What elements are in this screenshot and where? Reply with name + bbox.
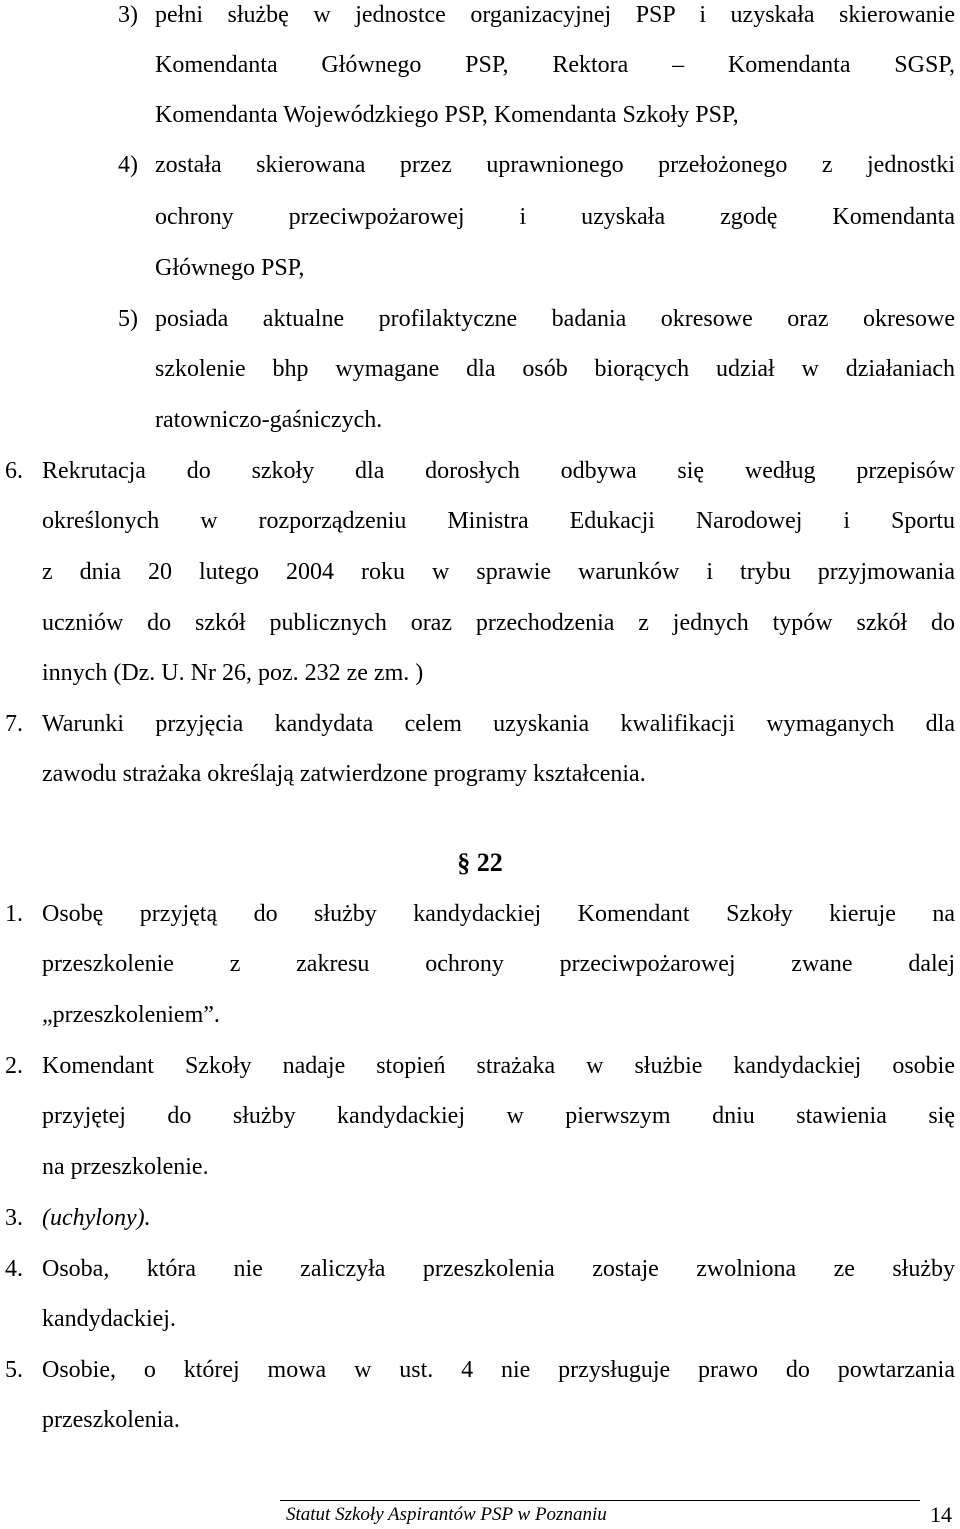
clause-number: 3. bbox=[5, 1205, 23, 1231]
item-text-line: posiada aktualne profilaktyczne badania okresowe oraz okresowe bbox=[155, 306, 955, 332]
clause-text-line: przeszkolenie z zakresu ochrony przeciwpożarowej zwane dalej bbox=[42, 951, 955, 977]
section-sign: § bbox=[457, 848, 471, 877]
clause-text-line: „przeszkoleniem”. bbox=[42, 1002, 220, 1028]
item-number: 4) bbox=[118, 152, 138, 178]
footer-title: Statut Szkoły Aspirantów PSP w Poznaniu bbox=[286, 1504, 607, 1525]
item-text-line: Komendanta Wojewódzkiego PSP, Komendanta Szkoły PSP, bbox=[155, 102, 739, 128]
section-number: 22 bbox=[476, 848, 503, 877]
paragraph-text-line: uczniów do szkół publicznych oraz przechodzenia z jednych typów szkół do bbox=[42, 610, 955, 636]
item-number: 3) bbox=[118, 2, 138, 28]
clause-text-line: przyjętej do służby kandydackiej w pierwszym dniu stawienia się bbox=[42, 1103, 955, 1129]
clause-text-line: Komendant Szkoły nadaje stopień strażaka w służbie kandydackiej osobie bbox=[42, 1053, 955, 1079]
item-text-line: ochrony przeciwpożarowej i uzyskała zgodę Komendanta bbox=[155, 204, 955, 230]
clause-text-line: (uchylony). bbox=[42, 1205, 151, 1231]
clause-text-line: Osoba, która nie zaliczyła przeszkolenia zostaje zwolniona ze służby bbox=[42, 1256, 955, 1282]
clause-text-line: Osobę przyjętą do służby kandydackiej Komendant Szkoły kieruje na bbox=[42, 901, 955, 927]
paragraph-text-line: Warunki przyjęcia kandydata celem uzyskania kwalifikacji wymaganych dla bbox=[42, 711, 955, 737]
paragraph-text-line: Rekrutacja do szkoły dla dorosłych odbywa się według przepisów bbox=[42, 458, 955, 484]
item-text-line: została skierowana przez uprawnionego przełożonego z jednostki bbox=[155, 152, 955, 178]
page-number: 14 bbox=[930, 1502, 952, 1527]
clause-text-line: na przeszkolenie. bbox=[42, 1154, 209, 1180]
footer-divider bbox=[280, 1500, 920, 1501]
paragraph-number: 7. bbox=[5, 711, 23, 737]
item-text-line: Komendanta Głównego PSP, Rektora – Komendanta SGSP, bbox=[155, 52, 955, 78]
clause-text-line: kandydackiej. bbox=[42, 1306, 176, 1332]
item-number: 5) bbox=[118, 306, 138, 332]
clause-text-line: przeszkolenia. bbox=[42, 1407, 180, 1433]
section-heading bbox=[0, 848, 960, 878]
clause-text-line: Osobie, o której mowa w ust. 4 nie przysługuje prawo do powtarzania bbox=[42, 1357, 955, 1383]
item-text-line: ratowniczo-gaśniczych. bbox=[155, 407, 383, 433]
paragraph-text-line: z dnia 20 lutego 2004 roku w sprawie warunków i trybu przyjmowania bbox=[42, 559, 955, 585]
clause-number: 5. bbox=[5, 1357, 23, 1383]
paragraph-number: 6. bbox=[5, 458, 23, 484]
paragraph-text-line: zawodu strażaka określają zatwierdzone programy kształcenia. bbox=[42, 761, 646, 787]
clause-number: 2. bbox=[5, 1053, 23, 1079]
item-text-line: Głównego PSP, bbox=[155, 255, 305, 281]
paragraph-text-line: innych (Dz. U. Nr 26, poz. 232 ze zm. ) bbox=[42, 660, 424, 686]
clause-number: 4. bbox=[5, 1256, 23, 1282]
clause-number: 1. bbox=[5, 901, 23, 927]
paragraph-text-line: określonych w rozporządzeniu Ministra Edukacji Narodowej i Sportu bbox=[42, 508, 955, 534]
item-text-line: pełni służbę w jednostce organizacyjnej PSP i uzyskała skierowanie bbox=[155, 2, 955, 28]
item-text-line: szkolenie bhp wymagane dla osób biorących udział w działaniach bbox=[155, 356, 955, 382]
